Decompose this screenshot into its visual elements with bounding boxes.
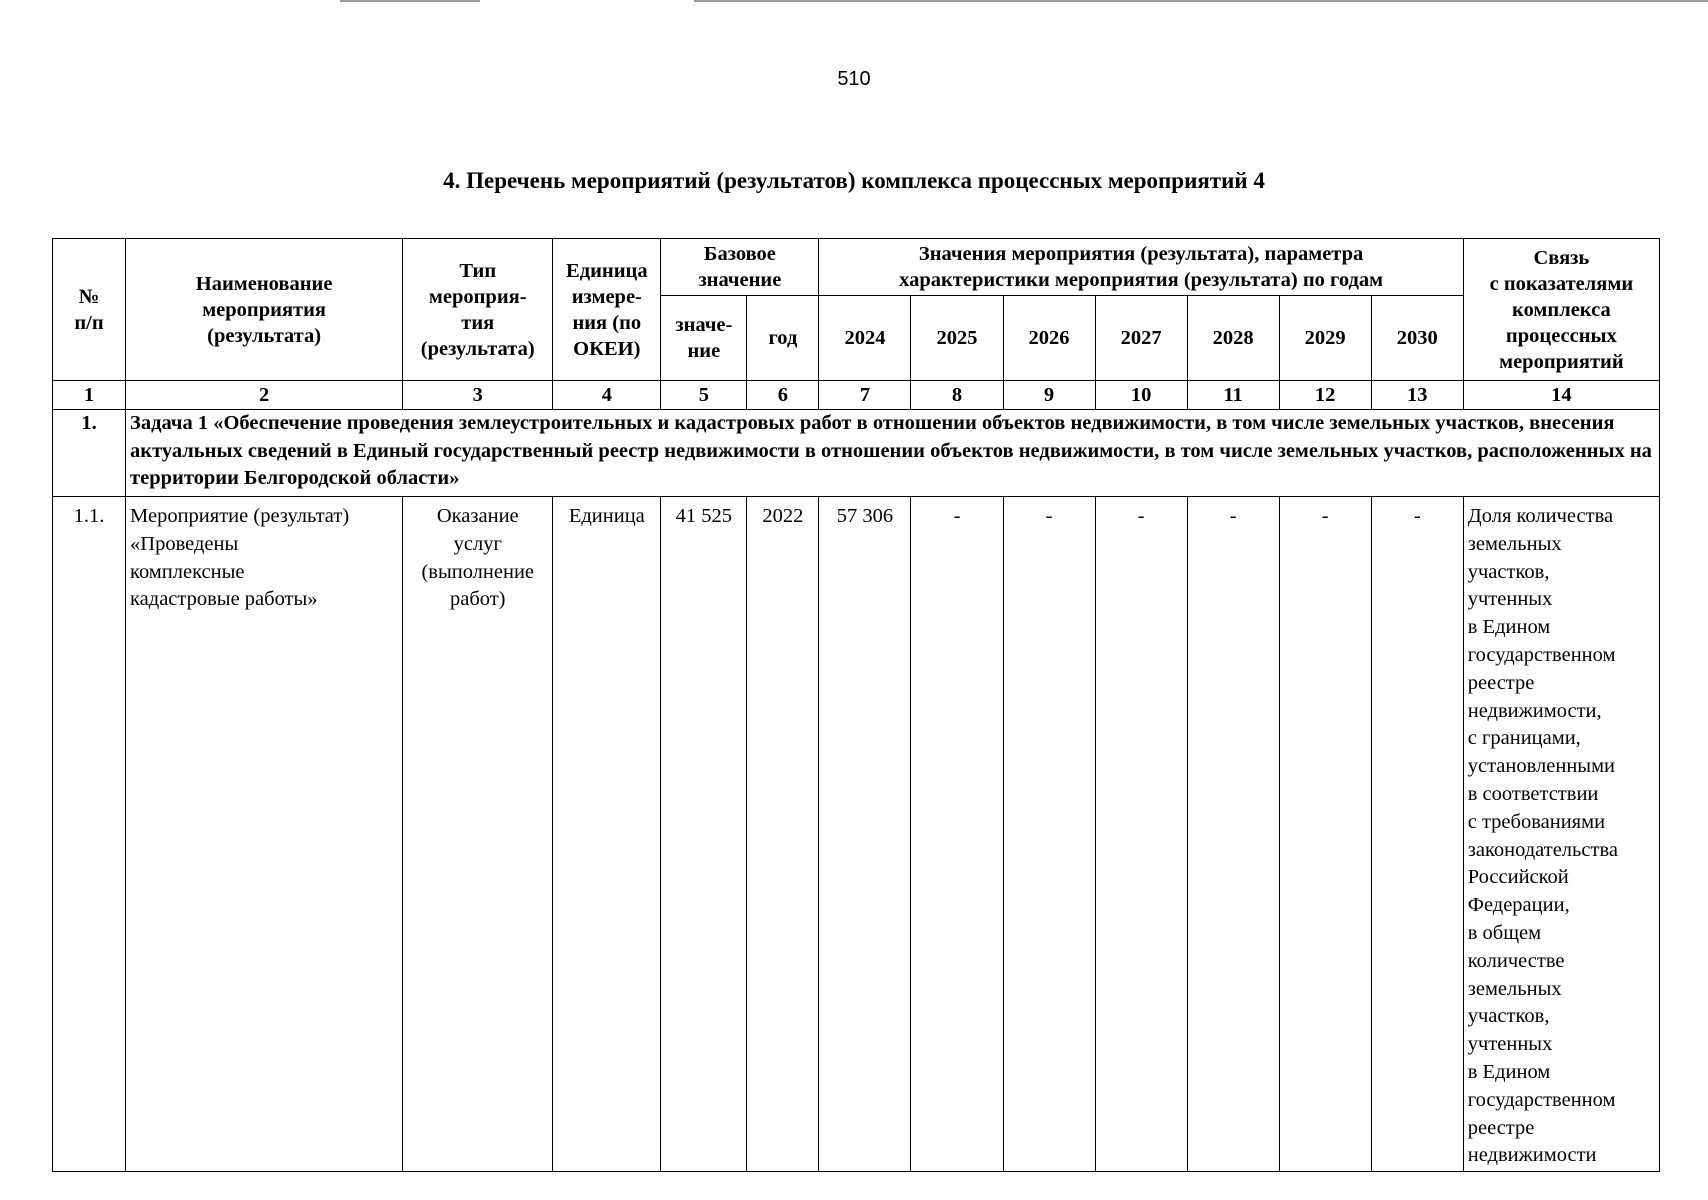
column-number: 13 [1371,381,1463,410]
column-number: 12 [1279,381,1371,410]
row-year-value: - [911,497,1003,1172]
row-unit: Единица [553,497,661,1172]
header-year: 2026 [1003,296,1095,381]
task-text: Задача 1 «Обеспечение проведения землеустроительных и кадастровых работ в отношении объектов недвижимости, в том числе земельных участков, внесения актуальных сведений в Единый государственный реестр недвижимости в отношении объектов недвижимости, в том числе земельных участков, расположенных на территории Белгородской области» [126,410,1660,497]
header-year: 2025 [911,296,1003,381]
row-year-value: - [1095,497,1187,1172]
column-number: 4 [553,381,661,410]
row-indicator-link: Доля количества земельных участков, учтенных в Едином государственном реестре недвижимости, с границами, установленными в соответствии с требованиями законодательства Российской Федерации, в общем количестве земельных участков, учтенных в Едином государственном реестре недвижимости [1463,497,1659,1172]
header-unit: Единица измере- ния (по ОКЕИ) [553,239,661,381]
row-year-value: - [1003,497,1095,1172]
table-row [53,497,1660,1172]
column-number: 10 [1095,381,1187,410]
column-number: 9 [1003,381,1095,410]
column-number: 5 [661,381,747,410]
header-base-year: год [747,296,819,381]
column-number: 8 [911,381,1003,410]
header-year: 2024 [819,296,911,381]
row-type: Оказание услуг (выполнение работ) [403,497,553,1172]
row-year-value: - [1187,497,1279,1172]
page-title: 4. Перечень мероприятий (результатов) комплекса процессных мероприятий 4 [443,168,1265,193]
row-year-value: - [1279,497,1371,1172]
header-row-top [53,239,1660,296]
row-year-value: 57 306 [819,497,911,1172]
header-year: 2028 [1187,296,1279,381]
header-year: 2030 [1371,296,1463,381]
row-base-year: 2022 [747,497,819,1172]
header-year: 2027 [1095,296,1187,381]
row-number: 1.1. [53,497,126,1172]
row-base-value: 41 525 [661,497,747,1172]
task-row [53,410,1660,497]
header-year: 2029 [1279,296,1371,381]
column-number: 2 [126,381,403,410]
column-number: 7 [819,381,911,410]
column-number: 1 [53,381,126,410]
top-rule-right [694,0,1708,2]
task-number: 1. [53,410,126,497]
header-values-group: Значения мероприятия (результата), параметра характеристики мероприятия (результата) по годам [819,239,1463,296]
column-numbers-row [53,381,1660,410]
page-number: 510 [837,68,871,90]
column-number: 6 [747,381,819,410]
top-rule-left [340,0,480,2]
header-base-group: Базовое значение [661,239,819,296]
header-num: № п/п [53,239,126,381]
column-number: 3 [403,381,553,410]
header-base-value: значе- ние [661,296,747,381]
header-name: Наименование мероприятия (результата) [126,239,403,381]
measures-table [52,238,1660,1172]
row-year-value: - [1371,497,1463,1172]
header-type: Тип мероприя- тия (результата) [403,239,553,381]
column-number: 14 [1463,381,1659,410]
header-link: Связь с показателями комплекса процессных мероприятий [1463,239,1659,381]
column-number: 11 [1187,381,1279,410]
row-name: Мероприятие (результат) «Проведены комплексные кадастровые работы» [126,497,403,1172]
